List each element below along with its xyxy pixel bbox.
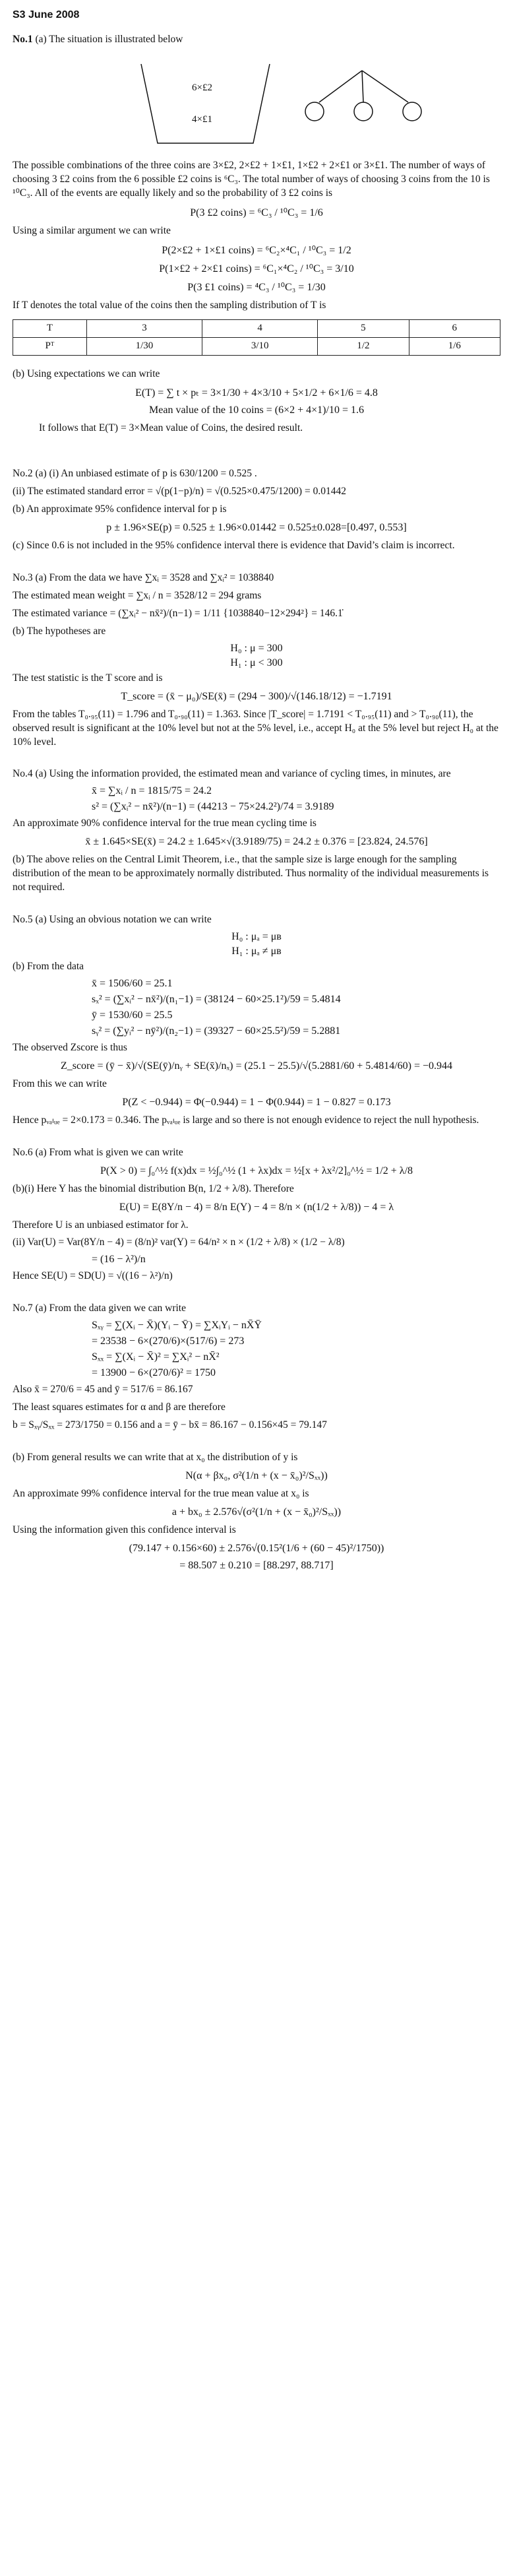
q5-z: Z_score = (ȳ − x̄)/√(SE(ȳ)/nᵧ + SE(x̄)/nₓ) = (25.1 − 25.5)/√(5.2881/60 + 5.4814/60) = −0.944 [60, 1060, 453, 1072]
q5-sx: sₓ² = (∑xᵢ² − nx̄²)/(n₁−1) = (38124 − 60×25.1²)/59 = 5.4814 [92, 993, 341, 1005]
q5-h0: H₀ : μₐ = μʙ [231, 930, 282, 942]
q4-var: s² = (∑xᵢ² − nx̄²)/(n−1) = (44213 − 75×24.2²)/74 = 3.9189 [92, 801, 334, 813]
q7-ls: The least squares estimates for α and β are therefore [13, 1401, 226, 1413]
q4-ci: x̄ ± 1.645×SE(x̄) = 24.2 ± 1.645×√(3.9189/75) = 24.2 ± 0.376 = [23.824, 24.576] [85, 836, 428, 848]
table-cell: T [13, 319, 87, 337]
q1-eq5: E(T) = ∑ t × pₜ = 3×1/30 + 4×3/10 + 5×1/2 + 6×1/6 = 4.8 [135, 387, 378, 399]
urn-illustration [13, 51, 500, 150]
q5-sy: sᵧ² = (∑yᵢ² − nȳ²)/(n₂−1) = (39327 − 60×25.5²)/59 = 5.2881 [92, 1025, 341, 1037]
q1-intro: No.1 (a) The situation is illustrated below [13, 34, 183, 45]
q3-b: (b) The hypotheses are [13, 625, 106, 637]
q5-pvalue: Hence pᵥₐₗᵤₑ = 2×0.173 = 0.346. The pᵥₐₗᵤₑ is large and so there is not enough evidence to reject the null hypothesis. [13, 1114, 479, 1126]
sampling-distribution-table [13, 319, 500, 356]
q5-ybar: ȳ = 1530/60 = 25.5 [92, 1009, 173, 1021]
q6-a-eq: P(X > 0) = ∫₀^½ f(x)dx = ½∫₀^½ (1 + λx)dx = ½[x + λx²/2]₀^½ = 1/2 + λ/8 [100, 1165, 413, 1176]
table-cell: Pᵀ [13, 337, 87, 355]
coin-circle-3 [403, 102, 421, 121]
q1-eq6: Mean value of the 10 coins = (6×2 + 4×1)/10 = 1.6 [149, 404, 364, 416]
q4-a: No.4 (a) Using the information provided, the estimated mean and variance of cycling times, in minutes, are [13, 768, 451, 780]
urn-outline [141, 64, 270, 143]
q7-ci-intro: An approximate 99% confidence interval for the true mean value at x₀ is [13, 1487, 309, 1499]
q1-eq4: P(3 £1 coins) = ⁴C₃ / ¹⁰C₃ = 1/30 [187, 281, 326, 293]
q7-ls-eq: b = Sₓᵧ/Sₓₓ = 273/1750 = 0.156 and a = ȳ − bx̄ = 86.167 − 0.156×45 = 79.147 [13, 1419, 327, 1431]
q7-sxy1: Sₓᵧ = ∑(Xᵢ − X̄)(Yᵢ − Ȳ) = ∑XᵢYᵢ − nX̄Ȳ [92, 1320, 262, 1332]
q4-b: (b) The above relies on the Central Limit Theorem, i.e., that the sample size is large enough for the sampling distribution of the mean to be approximately normally distributed. Thus normality of the individual measurements is not required. [13, 854, 489, 893]
q5-h1: H₁ : μₐ ≠ μʙ [231, 945, 282, 957]
q3-h0: H₀ : μ = 300 [230, 642, 283, 654]
q5-xbar: x̄ = 1506/60 = 25.1 [92, 977, 173, 989]
q6-b-ii-2: = (16 − λ²)/n [92, 1254, 146, 1266]
q2-b-eq: p ± 1.96×SE(p) = 0.525 ± 1.96×0.01442 = 0.525±0.028=[0.497, 0.553] [106, 522, 407, 534]
q2-c: (c) Since 0.6 is not included in the 95% confidence interval there is evidence that David’s claim is incorrect. [13, 540, 455, 552]
table-cell: 4 [202, 319, 318, 337]
q2-a-i: No.2 (a) (i) An unbiased estimate of p is 630/1200 = 0.525 . [13, 468, 257, 480]
q7-b: (b) From general results we can write that at x₀ the distribution of y is [13, 1451, 298, 1463]
q3-conclusion: From the tables T₀.₉₅(11) = 1.796 and T₀.₉₀(11) = 1.363. Since |T_score| = 1.7191 < T₀.₉₅(11) and > T₀.₉₀(11), the observed result is significant at the 10% level but not at the 5% level, i.e., accept H₀ at the 5% level but reject H₀ at the 10% level. [13, 708, 498, 748]
urn-diagram [13, 51, 500, 150]
q7-final1: (79.147 + 0.156×60) ± 2.576√(0.15²(1/6 + (60 − 45)²/1750)) [129, 1542, 384, 1554]
q6-b-i: (b)(i) Here Y has the binomial distribution B(n, 1/2 + λ/8). Therefore [13, 1182, 294, 1194]
q7-final2: = 88.507 ± 0.210 = [88.297, 88.717] [179, 1559, 334, 1571]
q7-using: Using the information given this confidence interval is [13, 1524, 236, 1535]
q6-b-ii: (ii) Var(U) = Var(8Y/n − 4) = (8/n)² var(Y) = 64/n² × n × (1/2 + λ/8) × (1/2 − λ/8) [13, 1237, 345, 1248]
q6-b-i-eq: E(U) = E(8Y/n − 4) = 8/n E(Y) − 4 = 8/n × (n(1/2 + λ/8)) − 4 = λ [119, 1201, 394, 1213]
q7-sxx2: = 13900 − 6×(270/6)² = 1750 [92, 1367, 216, 1379]
document-page [6, 0, 507, 1572]
q7-sxx1: Sₓₓ = ∑(Xᵢ − X̄)² = ∑Xᵢ² − nX̄² [92, 1351, 220, 1363]
table-cell: 1/6 [409, 337, 500, 355]
q4-ci-intro: An approximate 90% confidence interval for the true mean cycling time is [13, 818, 317, 829]
table-cell: 3 [86, 319, 202, 337]
q2-a-ii: (ii) The estimated standard error = √(p(1−p)/n) = √(0.525×0.475/1200) = 0.01442 [13, 486, 346, 498]
urn-label-bottom: 4×£1 [192, 113, 212, 125]
q3-a: No.3 (a) From the data we have ∑xᵢ = 3528 and ∑xᵢ² = 1038840 [13, 572, 274, 584]
table-cell: 5 [318, 319, 409, 337]
arrow-right [362, 71, 408, 102]
urn-label-top: 6×£2 [192, 82, 212, 93]
q5-a: No.5 (a) Using an obvious notation we can write [13, 914, 212, 926]
q7-ci-eq: a + bx₀ ± 2.576√(σ²(1/n + (x − x̄₀)²/Sₓₓ)) [171, 1506, 342, 1518]
table-row [13, 337, 500, 355]
arrow-left [319, 71, 362, 102]
q7-b-eq: N(α + βx₀, σ²(1/n + (x − x̄₀)²/Sₓₓ)) [185, 1469, 328, 1481]
q1-combos: The possible combinations of the three coins are 3×£2, 2×£2 + 1×£1, 1×£2 + 2×£1 or 3×£1. The number of ways of choosing 3 £2 coins from the 6 possible £2 coins is ⁶C₃. The total number of ways of choosing 3 coins from the 10 is ¹⁰C₃. All of the events are equally likely and so the probability of 3 £2 coins is [13, 159, 490, 199]
table-cell: 6 [409, 319, 500, 337]
table-row [13, 319, 500, 337]
q1-dist-intro: If T denotes the total value of the coins then the sampling distribution of T is [13, 299, 326, 311]
table-cell: 1/2 [318, 337, 409, 355]
arrow-middle [362, 71, 363, 102]
q7-sxy2: = 23538 − 6×(270/6)×(517/6) = 273 [92, 1336, 245, 1347]
q5-pz: P(Z < −0.944) = Φ(−0.944) = 1 − Φ(0.944) = 1 − 0.827 = 0.173 [122, 1096, 391, 1108]
q2-b: (b) An approximate 95% confidence interval for p is [13, 503, 227, 515]
q1-similar: Using a similar argument we can write [13, 224, 171, 236]
coin-circle-1 [305, 102, 324, 121]
q1-part-b: (b) Using expectations we can write [13, 368, 160, 379]
q1-eq1: P(3 £2 coins) = ⁶C₃ / ¹⁰C₃ = 1/6 [190, 207, 323, 218]
q3-tstat: T_score = (x̄ − μ₀)/SE(x̄) = (294 − 300)/√(146.18/12) = −1.7191 [121, 690, 392, 702]
q5-z-intro: The observed Zscore is thus [13, 1041, 127, 1053]
q7-a: No.7 (a) From the data given we can write [13, 1303, 186, 1314]
page-title: S3 June 2008 [13, 9, 80, 20]
q6-hence: Hence SE(U) = SD(U) = √((16 − λ²)/n) [13, 1270, 173, 1282]
q3-tstat-intro: The test statistic is the T score and is [13, 672, 163, 684]
table-cell: 1/30 [86, 337, 202, 355]
q1-eq7: It follows that E(T) = 3×Mean value of Coins, the desired result. [39, 422, 303, 434]
q5-from: From this we can write [13, 1078, 107, 1089]
q1-eq2: P(2×£2 + 1×£1 coins) = ⁶C₂×⁴C₁ / ¹⁰C₃ = 1/2 [162, 244, 351, 256]
q3-h1: H₁ : μ < 300 [230, 657, 283, 668]
q4-mean: x̄ = ∑xᵢ / n = 1815/75 = 24.2 [92, 785, 212, 797]
q6-a: No.6 (a) From what is given we can write [13, 1146, 183, 1158]
table-cell: 3/10 [202, 337, 318, 355]
q1-eq3: P(1×£2 + 2×£1 coins) = ⁶C₁×⁴C₂ / ¹⁰C₃ = 3/10 [159, 263, 354, 274]
q6-b-i-concl: Therefore U is an unbiased estimator for λ. [13, 1219, 189, 1231]
q5-b: (b) From the data [13, 960, 84, 972]
coin-circle-2 [354, 102, 373, 121]
q7-also: Also x̄ = 270/6 = 45 and ȳ = 517/6 = 86.167 [13, 1384, 193, 1396]
q3-mean: The estimated mean weight = ∑xᵢ / n = 3528/12 = 294 grams [13, 589, 262, 601]
q3-var: The estimated variance = (∑xᵢ² − nx̄²)/(n−1) = 1/11 {1038840−12×294²} = 146.1̇̇ [13, 607, 343, 619]
